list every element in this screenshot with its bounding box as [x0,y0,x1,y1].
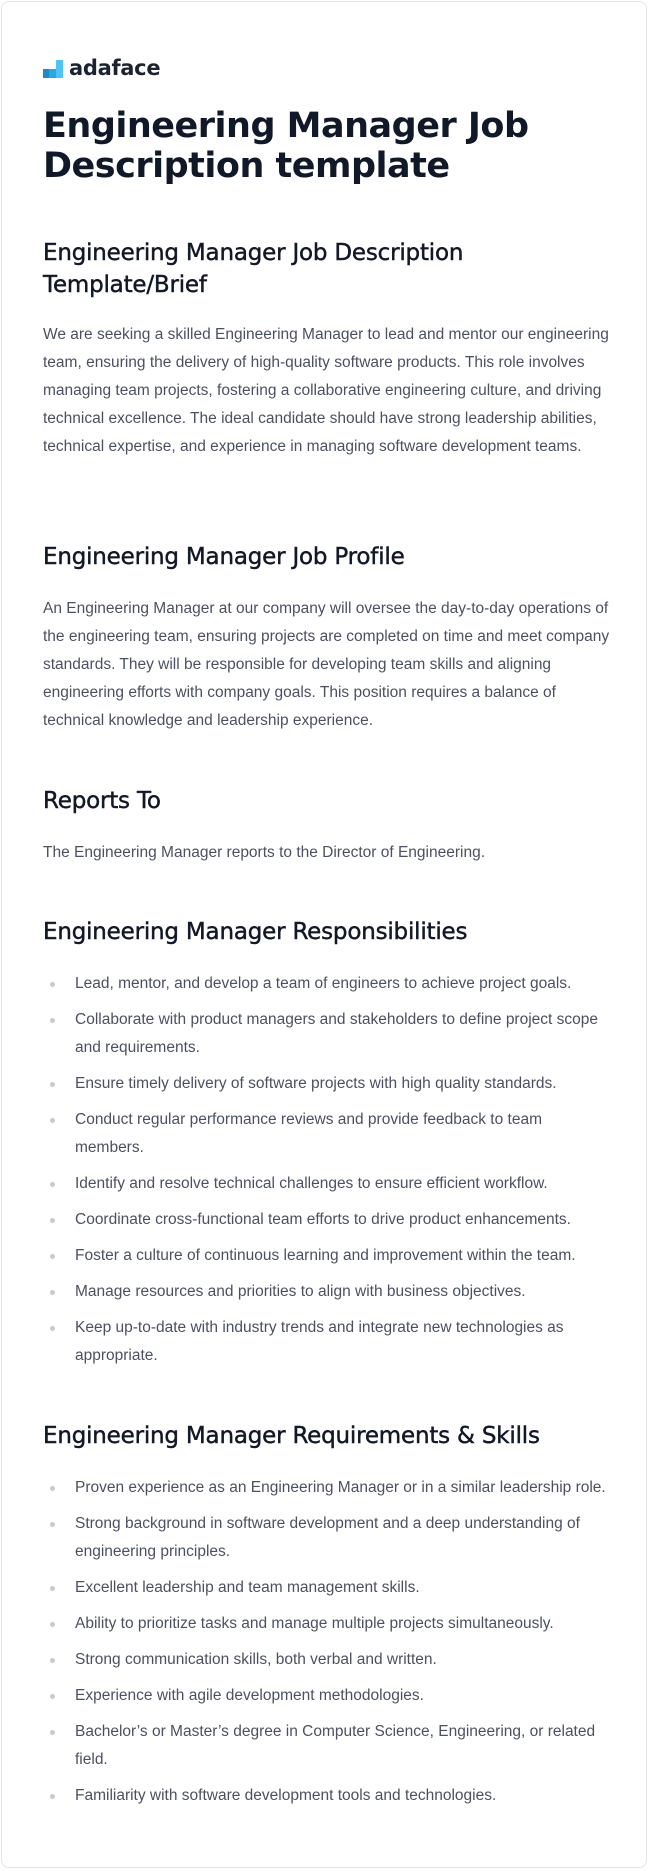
list-item: Coordinate cross-functional team efforts to drive product enhancements. [43,1206,613,1234]
list-item: Manage resources and priorities to align with business objectives. [43,1278,613,1306]
list-item: Ensure timely delivery of software projects with high quality standards. [43,1070,613,1098]
section-requirements [43,1420,613,1818]
section-responsibilities [43,916,613,1378]
list-item: Excellent leadership and team management skills. [43,1574,613,1602]
document-card [1,1,647,1868]
section-heading: Reports To [43,788,161,814]
list-item: Collaborate with product managers and stakeholders to define project scope and requirements. [43,1006,613,1062]
list-item: Identify and resolve technical challenges to ensure efficient workflow. [43,1170,613,1198]
brand-name: adaface [69,56,161,80]
section-heading: Engineering Manager Job Description Template/Brief [43,240,464,298]
list-item: Lead, mentor, and develop a team of engineers to achieve project goals. [43,970,613,998]
requirements-list [43,1474,613,1810]
list-item: Strong communication skills, both verbal and written. [43,1646,613,1674]
section-heading: Engineering Manager Requirements & Skills [43,1423,540,1449]
list-item: Keep up-to-date with industry trends and integrate new technologies as appropriate. [43,1314,613,1370]
responsibilities-list [43,970,613,1370]
section-heading: Engineering Manager Job Profile [43,544,405,570]
list-item: Foster a culture of continuous learning and improvement within the team. [43,1242,613,1270]
list-item: Experience with agile development methodologies. [43,1682,613,1710]
page-title: Engineering Manager Job Description template [43,106,529,186]
section-paragraph: The Engineering Manager reports to the Director of Engineering. [43,844,485,861]
section-paragraph: An Engineering Manager at our company will oversee the day-to-day operations of the engineering team, ensuring projects are completed on time and meet company standards. They will be responsible for developing team skills and aligning engineering efforts with company goals. This position requires a balance of technical knowledge and leadership experience. [43,600,610,729]
list-item: Familiarity with software development tools and technologies. [43,1782,613,1810]
section-profile [43,541,613,735]
section-reports-to [43,785,613,867]
list-item: Proven experience as an Engineering Manager or in a similar leadership role. [43,1474,613,1502]
adaface-logo[interactable] [43,55,160,81]
adaface-logo-icon [43,58,63,78]
list-item: Ability to prioritize tasks and manage multiple projects simultaneously. [43,1610,613,1638]
list-item: Bachelor’s or Master’s degree in Computer Science, Engineering, or related field. [43,1718,613,1774]
section-brief [43,237,613,461]
list-item: Conduct regular performance reviews and provide feedback to team members. [43,1106,613,1162]
section-paragraph: We are seeking a skilled Engineering Manager to lead and mentor our engineering team, ensuring the delivery of high-quality software products. This role involves managing team projects, fostering a collaborative engineering culture, and driving technical excellence. The ideal candidate should have strong leadership abilities, technical expertise, and experience in managing software development teams. [43,326,609,455]
list-item: Strong background in software development and a deep understanding of engineering principles. [43,1510,613,1566]
section-heading: Engineering Manager Responsibilities [43,919,468,945]
